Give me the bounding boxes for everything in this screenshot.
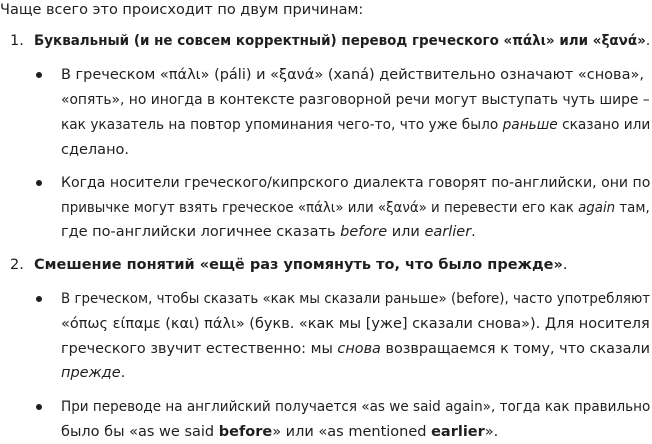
item-2-bullet-1-line-1: В греческом, чтобы сказать «как мы сказали раньше» (before), часто употребляют: [61, 291, 651, 307]
item-1-bullet-1-line-3: как указатель на повтор упоминания чего-то, что уже было раньше сказано или: [61, 117, 651, 133]
item-2-title: Смешение понятий «ещё раз упомянуть то, что было прежде».: [34, 257, 568, 273]
item-1-bullet-2-line-2: привычке могут взять греческое «πάλι» или «ξανά» и перевести его как again там,: [61, 200, 650, 216]
item-1-bullet-1-line-1: В греческом «πάλι» (páli) и «ξανά» (xaná) действительно означают «снова»,: [61, 67, 644, 83]
item-1-bullet-2-line-1: Когда носители греческого/кипрского диалекта говорят по-английски, они по: [61, 175, 651, 191]
item-1-number: 1.: [10, 33, 24, 49]
item-2-bullet-1-line-2: «όπως είπαμε (και) πάλι» (букв. «как мы [уже] сказали снова»). Для носителя: [61, 316, 650, 332]
item-2-bullet-1-line-3: греческого звучит естественно: мы снова возвращаемся к тому, что сказали: [61, 341, 650, 357]
item-1-bullet-2-line-3: где по-английски логичнее сказать before или earlier.: [61, 224, 476, 240]
intro-text: Чаще всего это происходит по двум причинам:: [0, 2, 364, 18]
item-1-bullet-1-line-2: «опять», но иногда в контексте разговорной речи могут выступать чуть шире –: [61, 92, 650, 108]
item-2-bullet-2-line-1: При переводе на английский получается «as we said again», тогда как правильно: [61, 399, 651, 415]
item-2-bullet-2-line-2: было бы «as we said before» или «as mentioned earlier».: [61, 424, 499, 440]
item-1-bullet-1-line-4: сделано.: [61, 142, 130, 158]
bullet-dot: [36, 296, 42, 302]
bullet-dot: [36, 404, 42, 410]
item-1-title: Буквальный (и не совсем корректный) перевод греческого «πάλι» или «ξανά».: [34, 33, 651, 49]
item-2-number: 2.: [10, 257, 24, 273]
item-2-bullet-1-line-4: прежде.: [61, 365, 126, 381]
bullet-dot: [36, 180, 42, 186]
bullet-dot: [36, 72, 42, 78]
